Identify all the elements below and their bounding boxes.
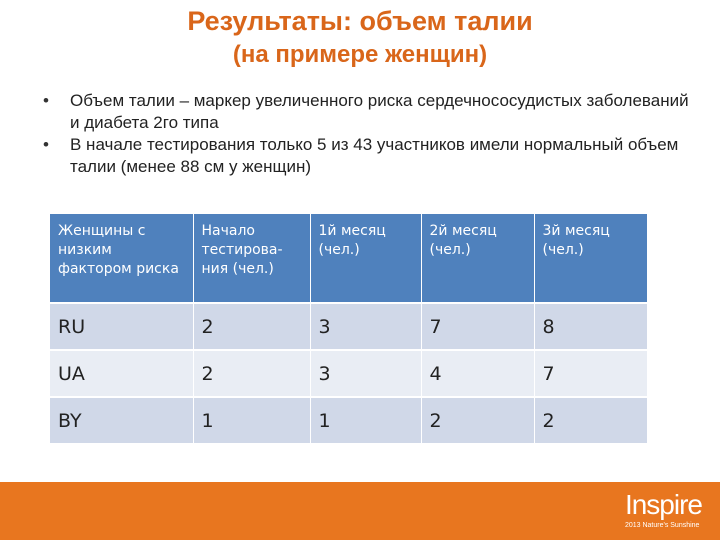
- bullet-marker: •: [43, 91, 49, 110]
- table-row: [50, 303, 647, 350]
- slide-title: [0, 4, 720, 70]
- header-cell-month-3: 3й месяц (чел.): [534, 214, 647, 303]
- logo-word: Inspire: [624, 489, 702, 520]
- table-cell-value: 4: [421, 350, 534, 397]
- table-cell-value: 1: [193, 397, 310, 444]
- table-cell-value: 8: [534, 303, 647, 350]
- table-cell-country: RU: [50, 303, 193, 350]
- table-cell-value: 2: [193, 350, 310, 397]
- table-row: [50, 397, 647, 444]
- table-cell-value: 7: [534, 350, 647, 397]
- table-cell-value: 3: [310, 303, 421, 350]
- table-cell-value: 7: [421, 303, 534, 350]
- results-table: [50, 214, 647, 445]
- title-line-1: Результаты: объем талии: [187, 6, 533, 36]
- table-cell-country: BY: [50, 397, 193, 444]
- table-cell-value: 1: [310, 397, 421, 444]
- inspire-logo: [625, 490, 702, 530]
- bullet-item: [40, 134, 700, 178]
- bullet-item: [40, 90, 700, 134]
- header-cell-start: Начало тестирова-ния (чел.): [193, 214, 310, 303]
- table-cell-value: 2: [193, 303, 310, 350]
- bullet-text: В начале тестирования только 5 из 43 участников имели нормальный объем талии (менее 88 см у женщин): [70, 135, 679, 176]
- table-cell-country: UA: [50, 350, 193, 397]
- table-header-row: [50, 214, 647, 303]
- footer-bar: [0, 482, 720, 540]
- title-line-2: (на примере женщин): [232, 41, 488, 68]
- logo-subtitle: 2013 Nature's Sunshine: [624, 522, 700, 529]
- header-cell-month-1: 1й месяц (чел.): [310, 214, 421, 303]
- table-cell-value: 2: [421, 397, 534, 444]
- bullet-marker: •: [43, 135, 49, 154]
- table-cell-value: 3: [310, 350, 421, 397]
- table-cell-value: 2: [534, 397, 647, 444]
- header-cell-month-2: 2й месяц (чел.): [421, 214, 534, 303]
- table-row: [50, 350, 647, 397]
- header-cell-risk-group: Женщины с низким фактором риска: [50, 214, 193, 303]
- bullet-text: Объем талии – маркер увеличенного риска сердечнососудистых заболеваний и диабета 2го типа: [70, 91, 689, 132]
- bullet-list: [40, 90, 700, 178]
